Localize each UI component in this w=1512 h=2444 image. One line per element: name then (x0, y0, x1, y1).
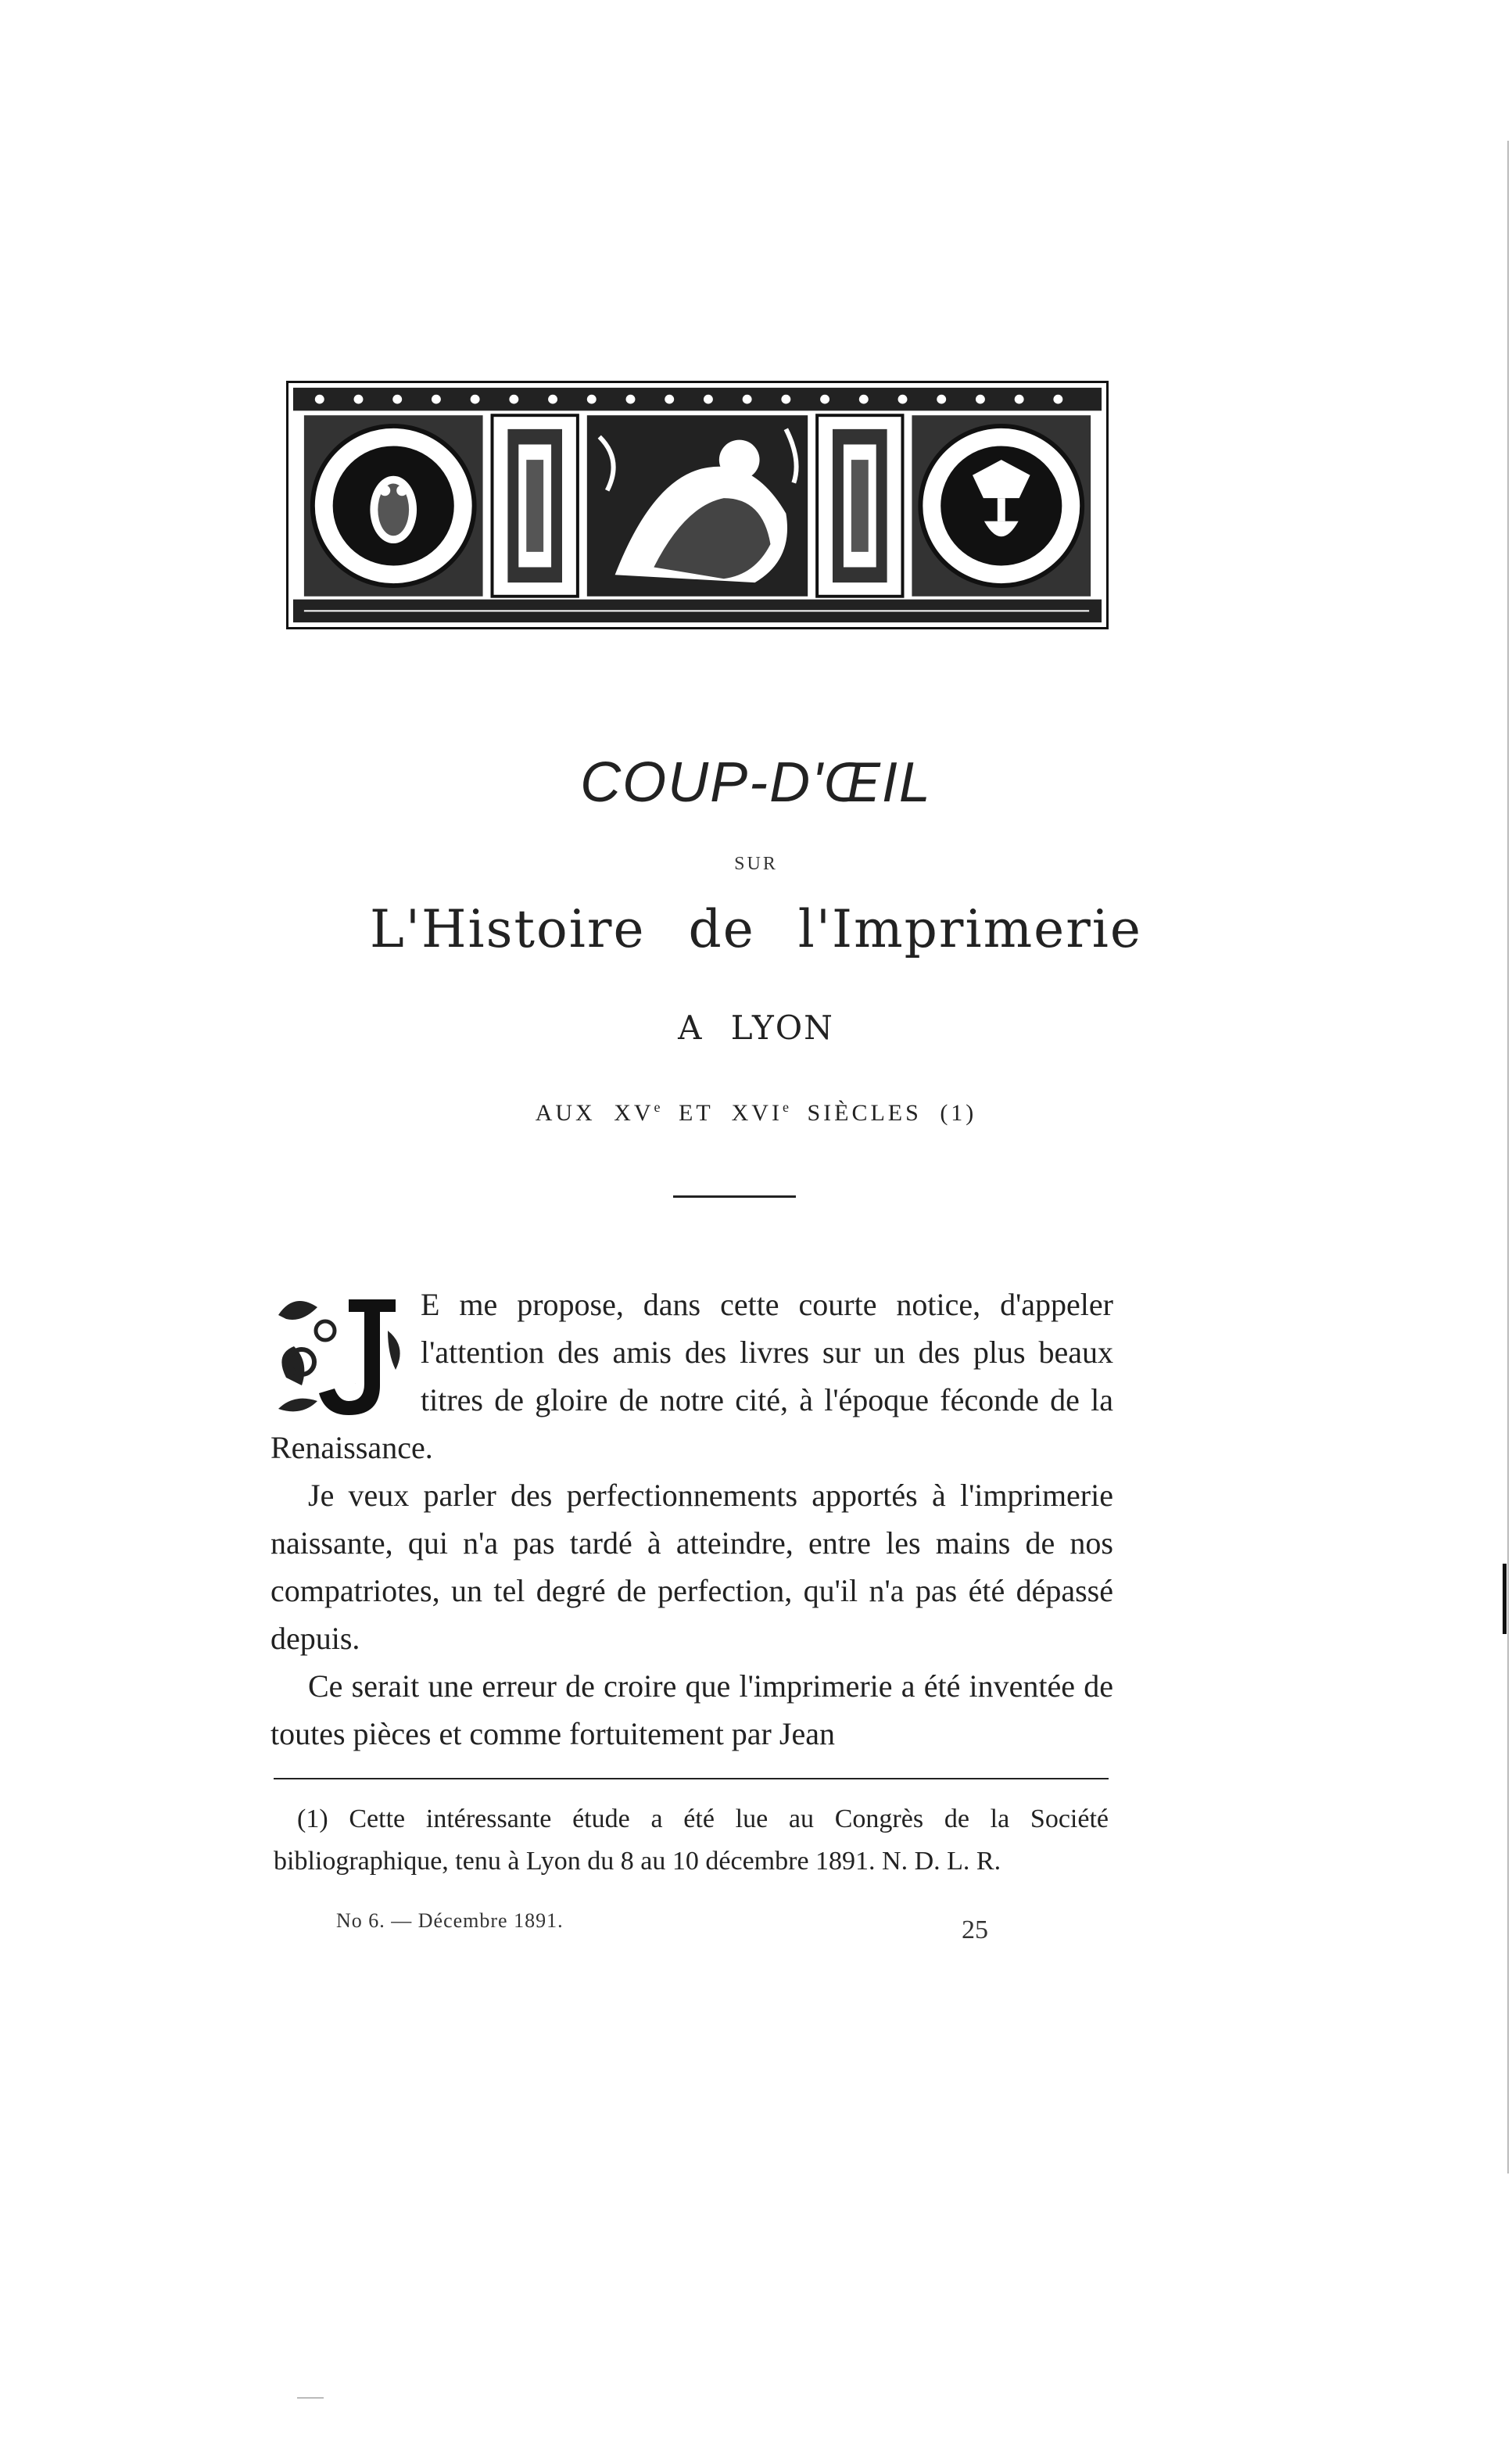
paragraph-2: Je veux parler des perfectionnements apportés à l'imprimerie naissante, qui n'a pas tardé à atteindre, entre les mains de nos compatriotes, un tel degré de perfection, qu'il n'a pas été dépassé depuis. (271, 1478, 1113, 1656)
centuries-suffix: SIÈCLES (1) (788, 1100, 977, 1126)
ornamental-headpiece (286, 381, 1109, 629)
centuries-superscript-2: e (782, 1099, 789, 1115)
article-subtitle: L'Histoire de l'Imprimerie (370, 899, 1142, 959)
article-title: COUP-D'ŒIL (580, 751, 932, 814)
decorated-initial-j (271, 1284, 411, 1421)
title-connector: SUR (734, 854, 778, 874)
dropcap-letter: J (355, 1384, 356, 1385)
footnote-text: (1) Cette intéressante étude a été lue au Congrès de la Société bibliographique, tenu à Lyon du 8 au 10 décembre 1891. N. D. L. R. (274, 1804, 1109, 1876)
page-number: 25 (962, 1915, 988, 1944)
dropcap-ornament (271, 1284, 411, 1421)
paragraph-1 (271, 1281, 1113, 1471)
article-centuries (0, 1099, 1512, 1127)
scan-edge-mark (1503, 1564, 1507, 1634)
scan-edge-right (1507, 141, 1509, 2173)
article-body (271, 1281, 1113, 1758)
centuries-prefix: AUX XV (535, 1100, 654, 1126)
centuries-superscript-1: e (654, 1099, 661, 1115)
footnote (274, 1798, 1109, 1883)
article-city: A LYON (678, 1009, 834, 1047)
title-divider (673, 1195, 796, 1198)
scan-edge-bottom (297, 2397, 324, 2399)
footnote-divider (274, 1778, 1109, 1779)
headpiece-illustration (288, 383, 1106, 627)
centuries-middle: ET XVI (660, 1100, 783, 1126)
dropcap-continuation: E (421, 1287, 440, 1322)
issue-label: No 6. — Décembre 1891. (336, 1909, 564, 1932)
paragraph-1-text: me propose, dans cette courte notice, d'appeler l'attention des amis des livres sur un des plus beaux titres de gloire de notre cité, à l'époque féconde de la Renaissance. (271, 1287, 1113, 1465)
paragraph-3: Ce serait une erreur de croire que l'imprimerie a été inventée de toutes pièces et comme fortuitement par Jean (271, 1668, 1113, 1751)
